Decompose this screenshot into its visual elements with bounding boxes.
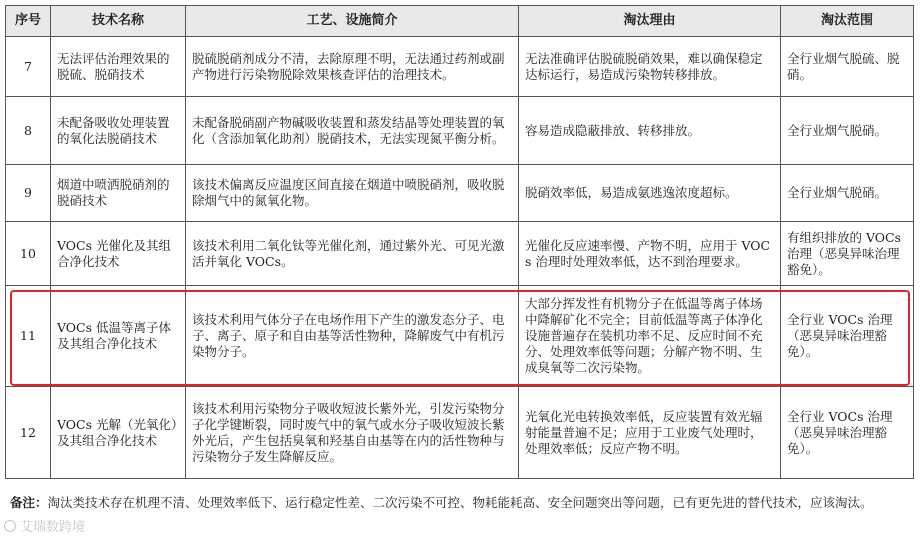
- watermark-logo-icon: [4, 520, 16, 532]
- table-row: [6, 97, 914, 165]
- watermark: [4, 516, 85, 535]
- serial-number-cell: 11: [6, 286, 51, 387]
- elimination-reason-cell: 大部分挥发性有机物分子在低温等离子体场中降解矿化不完全；目前低温等离子体净化设施普遍存在装机功率不足、反应时间不充分、处理效率低等问题；分解产物不明、生成臭氧等二次污染物。: [519, 286, 781, 387]
- footnote-text: 淘汰类技术存在机理不清、处理效率低下、运行稳定性差、二次污染不可控、物耗能耗高、安全问题突出等问题，已有更先进的替代技术，应该淘汰。: [47, 495, 873, 510]
- elimination-scope-cell: 全行业 VOCs 治理（恶臭异味治理豁免）。: [781, 286, 914, 387]
- elimination-scope-cell: 有组织排放的 VOCs 治理（恶臭异味治理豁免）。: [781, 222, 914, 286]
- technology-name-cell: VOCs 低温等离子体及其组合净化技术: [51, 286, 186, 387]
- eliminated-technology-table: [5, 5, 914, 479]
- process-intro-cell: 该技术利用二氧化钛等光催化剂，通过紫外光、可见光激活并氧化 VOCs。: [186, 222, 519, 286]
- elimination-reason-cell: 光催化反应速率慢、产物不明，应用于 VOCs 治理时处理效率低，达不到治理要求。: [519, 222, 781, 286]
- table-row: [6, 37, 914, 97]
- technology-name-cell: 烟道中喷洒脱硝剂的脱硝技术: [51, 165, 186, 222]
- elimination-scope-cell: 全行业烟气脱硝。: [781, 165, 914, 222]
- technology-name-cell: 无法评估治理效果的脱硫、脱硝技术: [51, 37, 186, 97]
- process-intro-cell: 未配备脱硝副产物碱吸收装置和蒸发结晶等处理装置的氧化（含添加氧化助剂）脱硝技术，无法实现氮平衡分析。: [186, 97, 519, 165]
- watermark-text: 艾瑞数跨境: [20, 520, 86, 535]
- header-serial-number: 序号: [6, 6, 51, 37]
- header-process-intro: 工艺、设施简介: [186, 6, 519, 37]
- header-elimination-reason: 淘汰理由: [519, 6, 781, 37]
- footnote-label: 备注：: [10, 495, 48, 510]
- technology-name-cell: VOCs 光解（光氧化）及其组合净化技术: [51, 387, 186, 479]
- serial-number-cell: 10: [6, 222, 51, 286]
- elimination-scope-cell: 全行业烟气脱硫、脱硝。: [781, 37, 914, 97]
- table-row-highlighted: [6, 286, 914, 387]
- footnote: [10, 494, 910, 512]
- serial-number-cell: 7: [6, 37, 51, 97]
- elimination-scope-cell: 全行业烟气脱硝。: [781, 97, 914, 165]
- serial-number-cell: 12: [6, 387, 51, 479]
- technology-name-cell: VOCs 光催化及其组合净化技术: [51, 222, 186, 286]
- process-intro-cell: 该技术偏离反应温度区间直接在烟道中喷脱硝剂，吸收脱除烟气中的氮氧化物。: [186, 165, 519, 222]
- technology-name-cell: 未配备吸收处理装置的氧化法脱硝技术: [51, 97, 186, 165]
- serial-number-cell: 9: [6, 165, 51, 222]
- elimination-reason-cell: 脱硝效率低，易造成氨逃逸浓度超标。: [519, 165, 781, 222]
- elimination-scope-cell: 全行业 VOCs 治理（恶臭异味治理豁免）。: [781, 387, 914, 479]
- serial-number-cell: 8: [6, 97, 51, 165]
- table-row: [6, 387, 914, 479]
- elimination-reason-cell: 容易造成隐蔽排放、转移排放。: [519, 97, 781, 165]
- table-row: [6, 165, 914, 222]
- process-intro-cell: 该技术利用气体分子在电场作用下产生的激发态分子、电子、离子、原子和自由基等活性物种，降解废气中有机污染物分子。: [186, 286, 519, 387]
- table-row: [6, 222, 914, 286]
- table-header-row: [6, 6, 914, 37]
- header-elimination-scope: 淘汰范围: [781, 6, 914, 37]
- header-technology-name: 技术名称: [51, 6, 186, 37]
- process-intro-cell: 该技术利用污染物分子吸收短波长紫外光，引发污染物分子化学键断裂，同时废气中的氧气或水分子吸收短波长紫外光后，产生包括臭氧和羟基自由基等在内的活性物种与污染物分子发生降解反应。: [186, 387, 519, 479]
- elimination-reason-cell: 无法准确评估脱硫脱硝效果，难以确保稳定达标运行，易造成污染物转移排放。: [519, 37, 781, 97]
- elimination-reason-cell: 光氧化光电转换效率低，反应装置有效光辐射能量普遍不足；应用于工业废气处理时，处理效率低；反应产物不明。: [519, 387, 781, 479]
- process-intro-cell: 脱硫脱硝剂成分不清，去除原理不明，无法通过药剂或副产物进行污染物脱除效果核查评估的治理技术。: [186, 37, 519, 97]
